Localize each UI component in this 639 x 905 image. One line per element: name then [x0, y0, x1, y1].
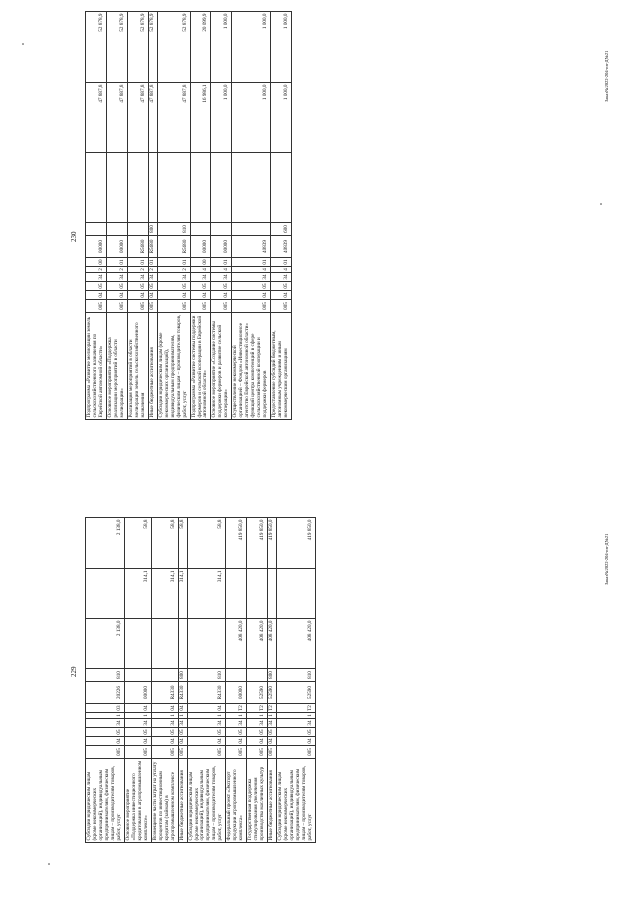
amount-cell: 314,1 — [187, 569, 226, 619]
code-cell: 04 — [86, 737, 125, 746]
amount-cell: 314,1 — [178, 569, 187, 619]
code-cell: 04 — [151, 704, 178, 713]
code-cell: 04 — [187, 737, 226, 746]
amount-cell — [226, 569, 247, 619]
code-cell: 34 — [178, 719, 187, 728]
code-cell: 2 — [106, 267, 127, 273]
amount-cell: 47 887,8 — [148, 83, 157, 153]
code-cell: R4330 — [187, 682, 226, 704]
amount-cell: 47 887,8 — [157, 83, 190, 153]
code-cell: R5680 — [157, 236, 190, 258]
code-cell: 05 — [178, 728, 187, 737]
row-name-cell: Возмещение части затрат на уплату процентов по инвестиционным кредитам (займам) в агропромышленном комплексе — [151, 759, 178, 843]
amount-cell: 314,1 — [151, 569, 178, 619]
row-name-cell: Субсидии юридическим лицам (кроме некоммерческих организаций), индивидуальным предпринимателям, физическим лицам – производителям товаров, работ, услуг — [157, 313, 190, 420]
page-230 — [0, 0, 639, 452]
amount-cell: 1 000,0 — [232, 12, 271, 83]
code-cell: 34 — [187, 719, 226, 728]
code-cell: 00000 — [211, 236, 232, 258]
page-number: 230 — [70, 231, 78, 242]
row-name-cell: Предоставление субсидий бюджетным, автономным учреждениям и иным некоммерческим организациям — [271, 313, 292, 420]
code-cell: 005 — [226, 746, 247, 759]
amount-cell — [148, 153, 157, 223]
code-cell: 34 — [157, 273, 190, 282]
code-cell: 34 — [86, 719, 125, 728]
code-cell: 04 — [268, 737, 277, 746]
row-name-cell: Иные бюджетные ассигнования — [148, 313, 157, 420]
code-cell: 05 — [232, 282, 271, 291]
code-cell — [190, 223, 211, 236]
code-cell: 05 — [106, 282, 127, 291]
code-cell: 01 — [148, 258, 157, 267]
code-cell: 40839 — [271, 236, 292, 258]
amount-cell — [86, 569, 125, 619]
code-cell: R4330 — [151, 682, 178, 704]
code-cell — [86, 223, 107, 236]
amount-cell — [277, 569, 316, 619]
code-cell: 01 — [271, 258, 292, 267]
table-row — [271, 12, 292, 420]
code-cell: 04 — [271, 291, 292, 300]
code-cell: 00000 — [106, 236, 127, 258]
code-cell: 34 — [268, 719, 277, 728]
code-cell: 05 — [277, 728, 316, 737]
code-cell: R5680 — [127, 236, 148, 258]
code-cell: 05 — [271, 282, 292, 291]
amount-cell — [268, 569, 277, 619]
amount-cell — [106, 153, 127, 223]
row-name-cell: Иные бюджетные ассигнования — [268, 759, 277, 843]
code-cell: 00 — [86, 258, 107, 267]
code-cell: 34 — [247, 719, 268, 728]
row-name-cell: Подпрограмма «Развитие системы поддержки фермеров и сельской кооперации в Еврейской автономной области» — [190, 313, 211, 420]
code-cell — [151, 669, 178, 682]
code-cell: 1 — [226, 713, 247, 719]
amount-cell: 1 000,0 — [211, 12, 232, 83]
table-row — [232, 12, 271, 420]
code-cell: 800 — [268, 669, 277, 682]
code-cell: 810 — [86, 669, 125, 682]
amount-cell: 1 000,0 — [232, 83, 271, 153]
code-cell: 34 — [190, 273, 211, 282]
code-cell: 34 — [232, 273, 271, 282]
code-cell: 05 — [148, 282, 157, 291]
code-cell: 005 — [157, 300, 190, 313]
row-name-cell: Государственная поддержка стимулирования увеличения производства масличных культур — [247, 759, 268, 843]
amount-cell: 1 000,0 — [271, 12, 292, 83]
code-cell: 05 — [127, 282, 148, 291]
code-cell: 04 — [106, 291, 127, 300]
amount-cell: 419 850,0 — [277, 518, 316, 569]
amount-cell — [232, 153, 271, 223]
code-cell: 05 — [124, 728, 151, 737]
code-cell: 2 — [148, 267, 157, 273]
code-cell: 05 — [86, 282, 107, 291]
table-row — [151, 518, 178, 843]
amount-cell — [124, 619, 151, 669]
amount-cell: 419 850,0 — [247, 518, 268, 569]
code-cell: 04 — [211, 291, 232, 300]
code-cell: 04 — [127, 291, 148, 300]
page-number: 229 — [70, 666, 78, 677]
code-cell: 005 — [86, 746, 125, 759]
amount-cell: 47 887,8 — [106, 83, 127, 153]
code-cell: 2 — [157, 267, 190, 273]
code-cell — [124, 669, 151, 682]
code-cell: 005 — [277, 746, 316, 759]
code-cell: 52590 — [247, 682, 268, 704]
code-cell: 05 — [151, 728, 178, 737]
amount-cell — [211, 153, 232, 223]
amount-cell: 58,8 — [178, 518, 187, 569]
code-cell: 04 — [277, 737, 316, 746]
scan-speck — [600, 204, 602, 206]
code-cell: 05 — [190, 282, 211, 291]
code-cell — [106, 223, 127, 236]
amount-cell — [178, 619, 187, 669]
code-cell: 005 — [86, 300, 107, 313]
code-cell: 1 — [277, 713, 316, 719]
amount-cell — [187, 619, 226, 669]
code-cell: 005 — [271, 300, 292, 313]
code-cell: T2 — [268, 704, 277, 713]
budget-table — [85, 517, 316, 843]
table-row — [124, 518, 151, 843]
code-cell: 810 — [157, 223, 190, 236]
code-cell: 05 — [211, 282, 232, 291]
amount-cell — [86, 153, 107, 223]
code-cell: 40839 — [232, 236, 271, 258]
row-name-cell: Федеральный проект «Экспорт продукции агропромышленного комплекса» — [226, 759, 247, 843]
row-name-cell: Иные бюджетные ассигнования — [178, 759, 187, 843]
code-cell: 34 — [226, 719, 247, 728]
amount-cell: 52 878,9 — [127, 12, 148, 83]
code-cell — [232, 223, 271, 236]
code-cell: 34 — [151, 719, 178, 728]
code-cell — [127, 223, 148, 236]
amount-cell — [157, 153, 190, 223]
code-cell: T2 — [247, 704, 268, 713]
code-cell: 01 — [232, 258, 271, 267]
code-cell: 005 — [124, 746, 151, 759]
code-cell — [226, 669, 247, 682]
code-cell — [247, 669, 268, 682]
code-cell: 20226 — [86, 682, 125, 704]
code-cell: 01 — [157, 258, 190, 267]
code-cell: 04 — [232, 291, 271, 300]
amount-cell: 408 420,0 — [268, 619, 277, 669]
code-cell: 04 — [247, 737, 268, 746]
code-cell: 005 — [268, 746, 277, 759]
amount-cell: 408 420,0 — [277, 619, 316, 669]
code-cell: 34 — [148, 273, 157, 282]
code-cell — [211, 223, 232, 236]
amount-cell: 58,8 — [124, 518, 151, 569]
code-cell: 800 — [178, 669, 187, 682]
code-cell: 05 — [187, 728, 226, 737]
amount-cell: 419 850,0 — [226, 518, 247, 569]
code-cell: 1 — [124, 713, 151, 719]
row-name-cell: Основное мероприятие «Поддержка инвестиционного кредитования в агропромышленном комплексе» — [124, 759, 151, 843]
amount-cell — [151, 619, 178, 669]
code-cell: 005 — [190, 300, 211, 313]
code-cell: T2 — [226, 704, 247, 713]
code-cell: 04 — [190, 291, 211, 300]
code-cell: 800 — [148, 223, 157, 236]
code-cell: 005 — [106, 300, 127, 313]
code-cell: 1 — [268, 713, 277, 719]
code-cell: 810 — [277, 669, 316, 682]
code-cell: 4 — [232, 267, 271, 273]
code-cell: 810 — [187, 669, 226, 682]
table-row — [268, 518, 277, 843]
code-cell: 34 — [106, 273, 127, 282]
code-cell: 2 — [86, 267, 107, 273]
table-row — [106, 12, 127, 420]
code-cell: 04 — [178, 704, 187, 713]
code-cell: 52590 — [277, 682, 316, 704]
code-cell: 4 — [271, 267, 292, 273]
row-name-cell: Субсидии юридическим лицам (кроме некоммерческих организаций), индивидуальным предпринимателям, физическим лицам – производителям товаров, работ, услуг — [86, 759, 125, 843]
code-cell: 005 — [211, 300, 232, 313]
print-order-footer: Заказ№2022-204-пп-Д№21 — [604, 533, 609, 585]
code-cell: 00000 — [190, 236, 211, 258]
table-row — [148, 12, 157, 420]
row-name-cell: Реализация мероприятий в области мелиорации земель сельскохозяйственного назначения — [127, 313, 148, 420]
amount-cell: 1 000,0 — [271, 83, 292, 153]
row-name-cell: Основное мероприятие «Поддержка реализации мероприятий в области мелиорации» — [106, 313, 127, 420]
code-cell: 01 — [127, 258, 148, 267]
code-cell: 1 — [187, 713, 226, 719]
code-cell: R5680 — [148, 236, 157, 258]
amount-cell: 52 878,9 — [157, 12, 190, 83]
code-cell: 01 — [211, 258, 232, 267]
row-name-cell: Субсидии юридическим лицам (кроме некоммерческих организаций), индивидуальным предпринимателям, физическим лицам – производителям товаров, работ, услуг — [187, 759, 226, 843]
table-row — [247, 518, 268, 843]
code-cell: 04 — [178, 737, 187, 746]
table-row — [211, 12, 232, 420]
code-cell: 34 — [127, 273, 148, 282]
code-cell: 00000 — [124, 682, 151, 704]
table-row — [86, 518, 125, 843]
code-cell: 005 — [148, 300, 157, 313]
code-cell: 04 — [187, 704, 226, 713]
scan-speck — [22, 44, 24, 46]
code-cell: 005 — [187, 746, 226, 759]
amount-cell: 1 000,0 — [211, 83, 232, 153]
code-cell: 1 — [247, 713, 268, 719]
code-cell: 00000 — [226, 682, 247, 704]
amount-cell: 52 878,9 — [86, 12, 107, 83]
code-cell: 1 — [86, 713, 125, 719]
code-cell: 005 — [127, 300, 148, 313]
code-cell: 4 — [211, 267, 232, 273]
amount-cell — [271, 153, 292, 223]
code-cell: 05 — [226, 728, 247, 737]
amount-cell: 419 850,0 — [268, 518, 277, 569]
amount-cell: 58,8 — [187, 518, 226, 569]
print-order-footer: Заказ№2022-204-пп-Д№21 — [604, 50, 609, 102]
code-cell: 1 — [151, 713, 178, 719]
code-cell: 52590 — [268, 682, 277, 704]
row-name-cell: Основное мероприятие «Создание системы поддержки фермеров и развитие сельской кооперации» — [211, 313, 232, 420]
code-cell: 04 — [226, 737, 247, 746]
table-row — [190, 12, 211, 420]
amount-cell — [247, 569, 268, 619]
code-cell: 05 — [247, 728, 268, 737]
code-cell: 600 — [271, 223, 292, 236]
code-cell: 34 — [124, 719, 151, 728]
scan-speck — [48, 864, 50, 866]
table-row — [127, 12, 148, 420]
amount-cell: 20 099,9 — [190, 12, 211, 83]
code-cell: 005 — [178, 746, 187, 759]
code-cell: 04 — [124, 704, 151, 713]
code-cell: 01 — [106, 258, 127, 267]
amount-cell — [190, 153, 211, 223]
amount-cell: 2 138,0 — [86, 619, 125, 669]
amount-cell: 52 878,9 — [106, 12, 127, 83]
code-cell: 04 — [124, 737, 151, 746]
code-cell: 04 — [157, 291, 190, 300]
code-cell: 00 — [190, 258, 211, 267]
code-cell: 34 — [271, 273, 292, 282]
code-cell: 04 — [151, 737, 178, 746]
amount-cell: 314,1 — [124, 569, 151, 619]
code-cell: 04 — [86, 291, 107, 300]
row-name-cell: Подпрограмма «Развитие мелиорации земель сельскохозяйственного назначения по Еврейской автономной области» — [86, 313, 107, 420]
code-cell: 00000 — [86, 236, 107, 258]
amount-cell: 408 420,0 — [247, 619, 268, 669]
code-cell: 34 — [211, 273, 232, 282]
table-row — [178, 518, 187, 843]
code-cell: 1 — [178, 713, 187, 719]
code-cell: T2 — [277, 704, 316, 713]
code-cell: 05 — [268, 728, 277, 737]
budget-table — [85, 11, 292, 420]
page-229 — [0, 453, 639, 905]
code-cell: 005 — [232, 300, 271, 313]
table-row — [187, 518, 226, 843]
code-cell: 05 — [157, 282, 190, 291]
table-row — [157, 12, 190, 420]
amount-cell: 16 986,1 — [190, 83, 211, 153]
code-cell: 34 — [277, 719, 316, 728]
code-cell: 03 — [86, 704, 125, 713]
code-cell: 05 — [86, 728, 125, 737]
amount-cell: 47 887,8 — [127, 83, 148, 153]
amount-cell: 52 878,9 — [148, 12, 157, 83]
table-row — [226, 518, 247, 843]
amount-cell: 408 420,0 — [226, 619, 247, 669]
code-cell: R4330 — [178, 682, 187, 704]
amount-cell: 47 887,8 — [86, 83, 107, 153]
code-cell: 4 — [190, 267, 211, 273]
code-cell: 005 — [151, 746, 178, 759]
code-cell: 34 — [86, 273, 107, 282]
code-cell: 04 — [148, 291, 157, 300]
amount-cell: 2 138,0 — [86, 518, 125, 569]
table-row — [277, 518, 316, 843]
row-name-cell: Осуществление некоммерческой организацией – Фондом «Инвестиционное агентство Еврейской автономной области» функций центра компетенций в сфере сельскохозяйственной кооперации и поддержки фермеров — [232, 313, 271, 420]
table-row — [86, 12, 107, 420]
amount-cell — [127, 153, 148, 223]
row-name-cell: Субсидии юридическим лицам (кроме некоммерческих организаций), индивидуальным предпринимателям, физическим лицам – производителям товаров, работ, услуг — [277, 759, 316, 843]
code-cell: 005 — [247, 746, 268, 759]
amount-cell: 58,8 — [151, 518, 178, 569]
code-cell: 2 — [127, 267, 148, 273]
